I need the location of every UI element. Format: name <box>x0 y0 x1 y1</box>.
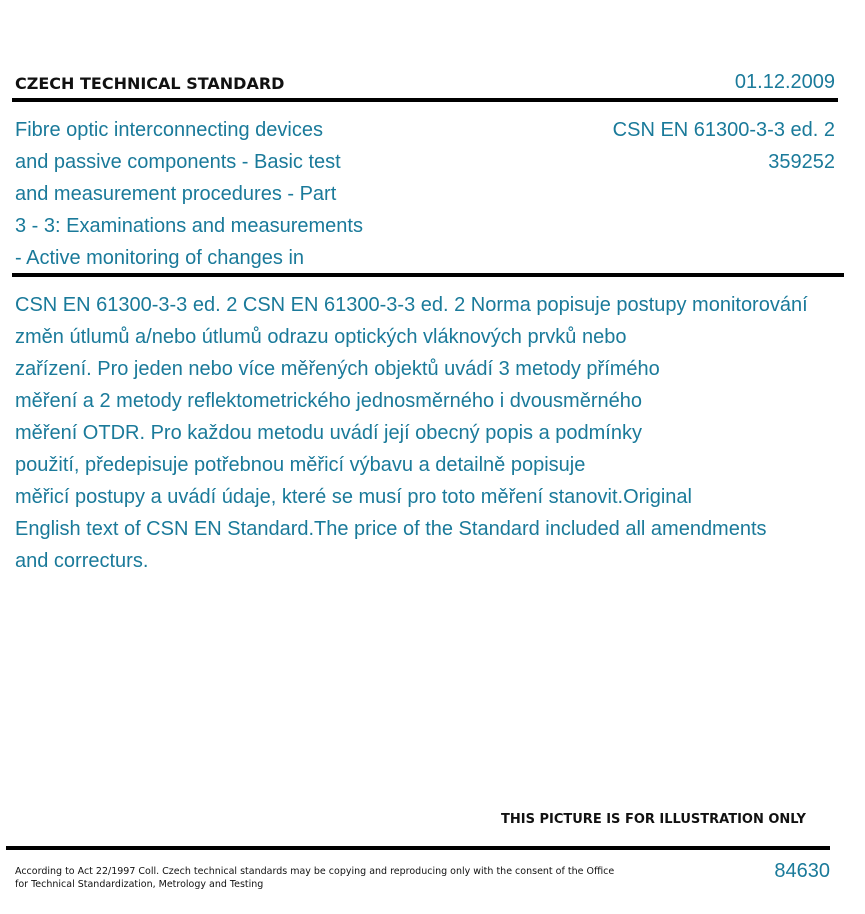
title-line: and passive components - Basic test <box>15 151 341 173</box>
standard-identifiers <box>613 114 835 178</box>
catalog-number: 359252 <box>768 151 835 173</box>
title-line: - Active monitoring of changes in <box>15 247 305 269</box>
description-line: měření OTDR. Pro každou metodu uvádí její obecný popis a podmínky <box>15 422 642 444</box>
description-line: změn útlumů a/nebo útlumů odrazu optických vláknových prvků nebo <box>15 326 627 348</box>
publication-date: 01.12.2009 <box>734 71 835 93</box>
standard-title <box>15 114 415 274</box>
footer-rule <box>6 846 830 850</box>
legal-line: According to Act 22/1997 Coll. Czech technical standards may be copying and reproducing only with the consent of the Office <box>15 866 615 877</box>
title-line: Fibre optic interconnecting devices <box>15 119 323 141</box>
document-type-label: CZECH TECHNICAL STANDARD <box>15 74 285 93</box>
standard-code: CSN EN 61300-3-3 ed. 2 <box>612 119 835 141</box>
description-line: měření a 2 metody reflektometrického jednosměrného i dvousměrného <box>15 390 642 412</box>
document-number: 84630 <box>774 860 830 882</box>
description-line: použití, předepisuje potřebnou měřicí výbavu a detailně popisuje <box>15 454 586 476</box>
description-line: English text of CSN EN Standard.The price of the Standard included all amendments <box>15 518 767 540</box>
description-line: měřicí postupy a uvádí údaje, které se musí pro toto měření stanovit.Original <box>15 486 692 508</box>
legal-line: for Technical Standardization, Metrology and Testing <box>15 879 264 890</box>
description-line: zařízení. Pro jeden nebo více měřených objektů uvádí 3 metody přímého <box>15 358 660 380</box>
description-line: CSN EN 61300-3-3 ed. 2 CSN EN 61300-3-3 ed. 2 Norma popisuje postupy monitorování <box>15 294 808 316</box>
standard-description <box>15 289 808 577</box>
title-rule <box>12 273 844 277</box>
illustration-disclaimer: THIS PICTURE IS FOR ILLUSTRATION ONLY <box>501 812 806 827</box>
legal-notice <box>15 865 614 891</box>
description-line: and correcturs. <box>15 550 149 572</box>
title-line: 3 - 3: Examinations and measurements <box>15 215 363 237</box>
header-rule <box>12 98 838 102</box>
title-line: and measurement procedures - Part <box>15 183 337 205</box>
